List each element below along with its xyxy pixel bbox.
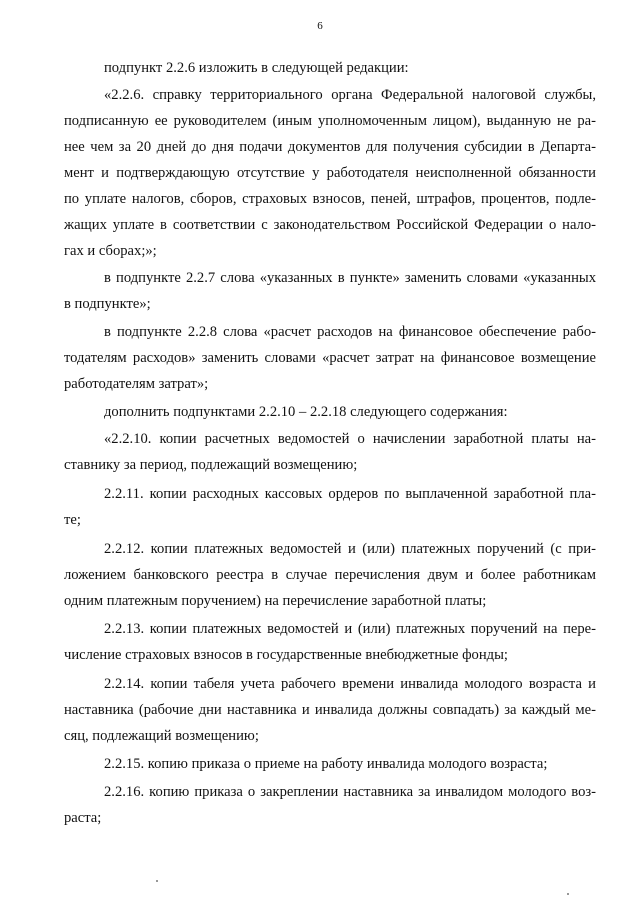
paragraph-line: 2.2.16. копию приказа о закреплении наставника за инвалидом молодого воз- [104,784,596,800]
paragraph-line: подписанную ее руководителем (иным уполномоченным лицом), выданную не ра- [64,113,596,129]
paragraph-line: в подпункте»; [64,296,151,312]
paragraph-line: ложением банковского реестра в случае перечисления двум и более работникам [64,567,596,583]
paragraph-line: 2.2.15. копию приказа о приеме на работу инвалида молодого возраста; [104,756,548,772]
paragraph-line: 2.2.11. копии расходных кассовых ордеров по выплаченной заработной пла- [104,486,596,502]
paragraph-line: те; [64,512,81,528]
paragraph-line: нее чем за 20 дней до дня подачи документов для получения субсидии в Департа- [64,139,596,155]
paragraph-line: 2.2.12. копии платежных ведомостей и (или) платежных поручений (с при- [104,541,596,557]
paragraph-line: сяц, подлежащий возмещению; [64,728,259,744]
paragraph-line: в подпункте 2.2.8 слова «расчет расходов на финансовое обеспечение рабо- [104,324,596,340]
paragraph-line: дополнить подпунктами 2.2.10 – 2.2.18 следующего содержания: [104,404,508,420]
paragraph-line: 2.2.13. копии платежных ведомостей и (или) платежных поручений на пере- [104,621,596,637]
paragraph-line: мент и подтверждающую отсутствие у работодателя неисполненной обязанности [64,165,596,181]
paragraph-line: жащих уплате в соответствии с законодательством Российской Федерации о нало- [64,217,596,233]
paragraph-line: тодателям расходов» заменить словами «расчет затрат на финансовое возмещение [64,350,596,366]
paragraph-line: по уплате налогов, сборов, страховых взносов, пеней, штрафов, процентов, подле- [64,191,596,207]
paragraph-line: раста; [64,810,102,826]
paragraph-line: работодателям затрат»; [64,376,209,392]
scan-speck [567,893,569,895]
paragraph-line: «2.2.10. копии расчетных ведомостей о начислении заработной платы на- [104,431,596,447]
paragraph-line: в подпункте 2.2.7 слова «указанных в пункте» заменить словами «указанных [104,270,596,286]
paragraph-line: ставнику за период, подлежащий возмещению; [64,457,358,473]
paragraph-line: числение страховых взносов в государственные внебюджетные фонды; [64,647,508,663]
paragraph-line: гах и сборах;»; [64,243,157,259]
paragraph-line: «2.2.6. справку территориального органа Федеральной налоговой службы, [104,87,596,103]
scan-speck [156,880,158,882]
paragraph-line: наставника (рабочие дни наставника и инвалида должны совпадать) за каждый ме- [64,702,596,718]
paragraph-line: 2.2.14. копии табеля учета рабочего времени инвалида молодого возраста и [104,676,596,692]
paragraph-line: подпункт 2.2.6 изложить в следующей редакции: [104,60,409,76]
page-number: 6 [317,20,323,32]
paragraph-line: одним платежным поручением) на перечисление заработной платы; [64,593,487,609]
